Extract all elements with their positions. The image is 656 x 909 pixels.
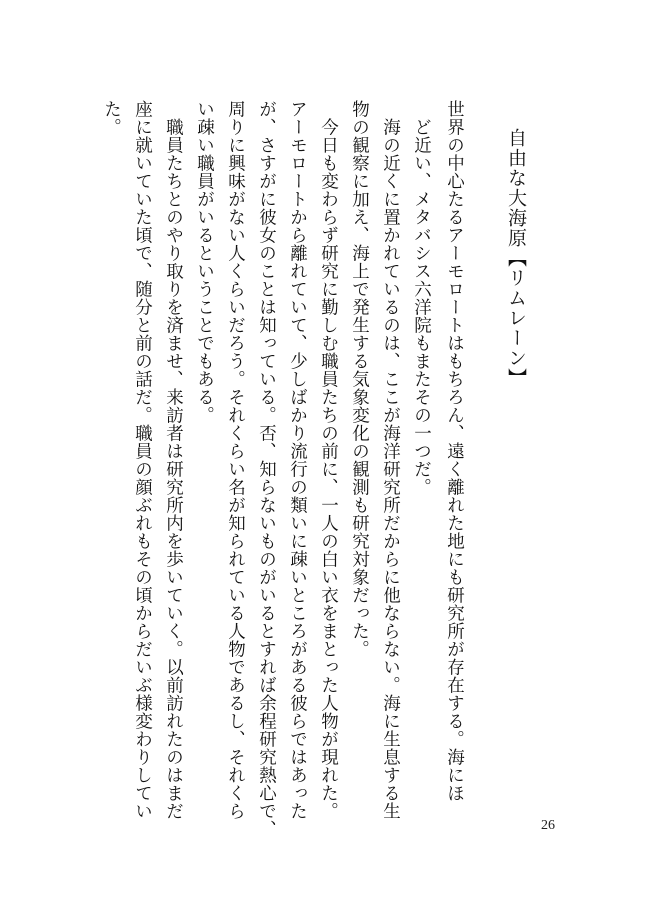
page-number: 26 xyxy=(541,818,555,833)
text-line-1: 世界の中心たるアーモロートはもちろん、遠く離れた地にも研究所が存在する。海にほ xyxy=(444,100,465,802)
text-line-8: 周りに興味がない人くらいだろう。それくらい名が知られている人物であるし、それくら xyxy=(225,100,246,820)
text-line-5: 今日も変わらず研究に勤しむ職員たちの前に、一人の白い衣をまとった人物が現れた。 xyxy=(318,118,339,820)
text-line-2: ど近い、メタバシス六洋院もまたその一つだ。 xyxy=(411,118,432,496)
text-line-9: い疎い職員がいるということでもある。 xyxy=(194,100,215,424)
text-line-6: アーモロートから離れていて、少しばかり流行の類いに疎いところがある彼らではあった xyxy=(287,100,308,820)
text-line-3: 海の近くに置かれているのは、ここが海洋研究所だからに他ならない。海に生息する生 xyxy=(380,118,401,820)
text-line-11: 座に就いていた頃で、随分と前の話だ。職員の顔ぶれもその頃からだいぶ様変わりしてい xyxy=(132,100,153,820)
text-line-7: が、さすがに彼女のことは知っている。否、知らないものがいるとすれば余程研究熱心で、 xyxy=(256,100,277,838)
text-line-12: た。 xyxy=(101,100,122,136)
chapter-title: 自由な大海原【リムレーン】 xyxy=(505,128,527,388)
text-line-10: 職員たちとのやり取りを済ませ、来訪者は研究所内を歩いていく。以前訪れたのはまだ xyxy=(163,118,184,820)
text-line-4: 物の観察に加え、海上で発生する気象変化の観測も研究対象だった。 xyxy=(349,100,370,658)
